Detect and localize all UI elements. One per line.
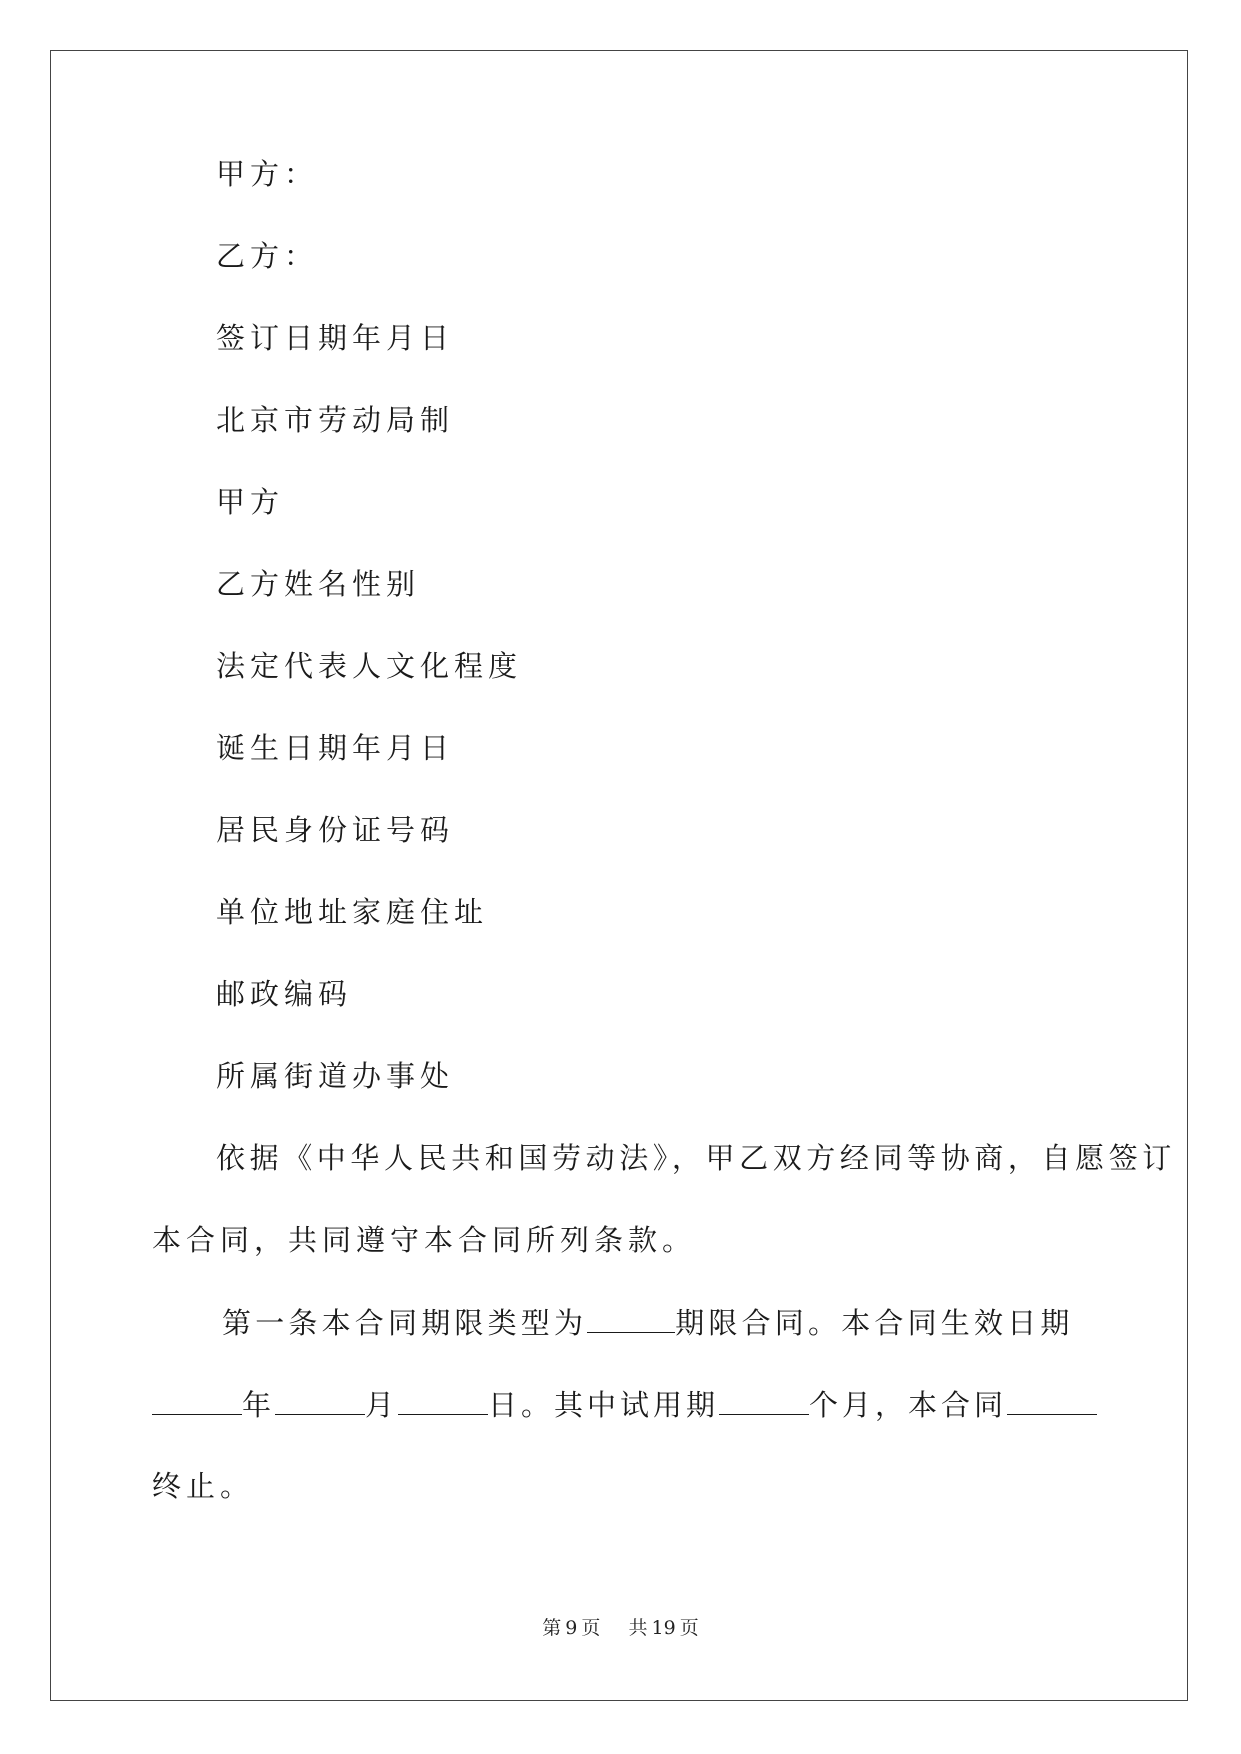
address-line: 单位地址家庭住址 xyxy=(216,895,489,929)
month-blank[interactable] xyxy=(275,1390,365,1415)
issued-by-line: 北京市劳动局制 xyxy=(216,403,455,437)
end-date-blank[interactable] xyxy=(1007,1390,1097,1415)
contract-type-blank[interactable] xyxy=(587,1308,675,1333)
preamble-line-1: 依据《中华人民共和国劳动法》，甲乙双方经同等协商，自愿签订 xyxy=(216,1141,1176,1175)
months-until-text: 个月，本合同 xyxy=(809,1388,1008,1422)
preamble-line-2: 本合同，共同遵守本合同所列条款。 xyxy=(152,1223,697,1257)
page-prefix: 第 xyxy=(542,1617,562,1639)
year-text: 年 xyxy=(242,1388,276,1422)
article1-line-2 xyxy=(152,1390,1097,1420)
party-a-line: 甲方 xyxy=(216,485,285,519)
birth-date-line: 诞生日期年月日 xyxy=(216,731,455,765)
party-b-colon-line: 乙方： xyxy=(216,239,319,273)
id-number-line: 居民身份证号码 xyxy=(216,813,455,847)
total-prefix: 共 xyxy=(628,1617,648,1639)
probation-text: 日。其中试用期 xyxy=(488,1388,720,1422)
legal-rep-education-line: 法定代表人文化程度 xyxy=(216,649,523,683)
probation-months-blank[interactable] xyxy=(719,1390,809,1415)
page-number: 9 xyxy=(565,1617,578,1639)
postcode-line: 邮政编码 xyxy=(216,977,353,1011)
day-blank[interactable] xyxy=(398,1390,488,1415)
party-a-colon-line: 甲方： xyxy=(216,157,319,191)
total-pages: 19 xyxy=(651,1617,676,1639)
page-suffix: 页 xyxy=(581,1617,601,1639)
article1-line-3: 终止。 xyxy=(152,1469,255,1503)
page-border xyxy=(50,50,1188,1701)
article1-type-text: 第一条本合同期限类型为 xyxy=(222,1306,588,1340)
article1-line-1 xyxy=(222,1308,1074,1338)
total-suffix: 页 xyxy=(679,1617,699,1639)
party-b-name-gender-line: 乙方姓名性别 xyxy=(216,567,421,601)
year-blank[interactable] xyxy=(152,1390,242,1415)
article1-effective-text: 期限合同。本合同生效日期 xyxy=(675,1306,1074,1340)
sign-date-line: 签订日期年月日 xyxy=(216,321,455,355)
month-text: 月 xyxy=(365,1388,399,1422)
page-footer xyxy=(0,1613,1241,1640)
subdistrict-office-line: 所属街道办事处 xyxy=(216,1059,455,1093)
